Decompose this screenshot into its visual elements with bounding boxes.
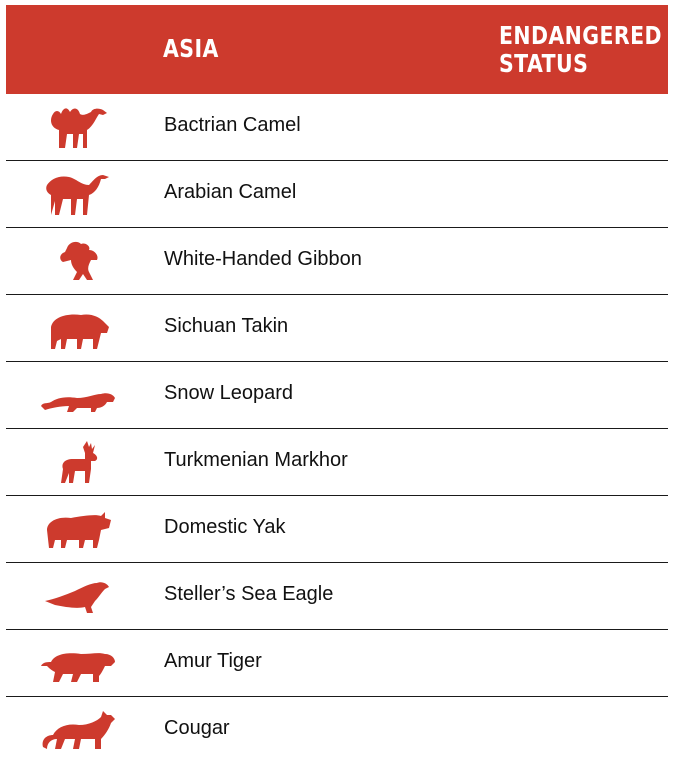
region-heading: ASIA: [163, 34, 219, 63]
animal-name: Amur Tiger: [164, 650, 262, 672]
bactrian-camel-icon: [34, 103, 124, 151]
animal-name: White-Handed Gibbon: [164, 248, 362, 270]
table-row: [6, 228, 668, 295]
table-row: [6, 630, 668, 697]
snow-leopard-icon: [34, 371, 124, 419]
animal-name: Snow Leopard: [164, 382, 293, 404]
markhor-icon: [34, 438, 124, 486]
animal-name: Cougar: [164, 717, 230, 739]
animal-name: Steller’s Sea Eagle: [164, 583, 334, 605]
takin-icon: [34, 304, 124, 352]
table-row: [6, 429, 668, 496]
table-row: [6, 362, 668, 429]
arabian-camel-icon: [34, 170, 124, 218]
tiger-icon: [34, 639, 124, 687]
animal-name: Bactrian Camel: [164, 114, 301, 136]
table-row: [6, 496, 668, 563]
animal-name: Sichuan Takin: [164, 315, 289, 337]
animal-name: Domestic Yak: [164, 516, 286, 538]
endangered-status-heading: [499, 21, 662, 78]
cougar-icon: [34, 706, 124, 754]
table-row: [6, 94, 668, 161]
table-row: [6, 697, 668, 764]
animal-name: Turkmenian Markhor: [164, 449, 348, 471]
animal-name: Arabian Camel: [164, 181, 297, 203]
status-heading-line1: ENDANGERED: [499, 21, 662, 50]
gibbon-icon: [34, 237, 124, 285]
table-row: [6, 161, 668, 228]
status-heading-line2: STATUS: [499, 49, 589, 78]
table-header: [6, 5, 668, 94]
table-row: [6, 295, 668, 362]
table-row: [6, 563, 668, 630]
yak-icon: [34, 505, 124, 553]
sea-eagle-icon: [34, 572, 124, 620]
